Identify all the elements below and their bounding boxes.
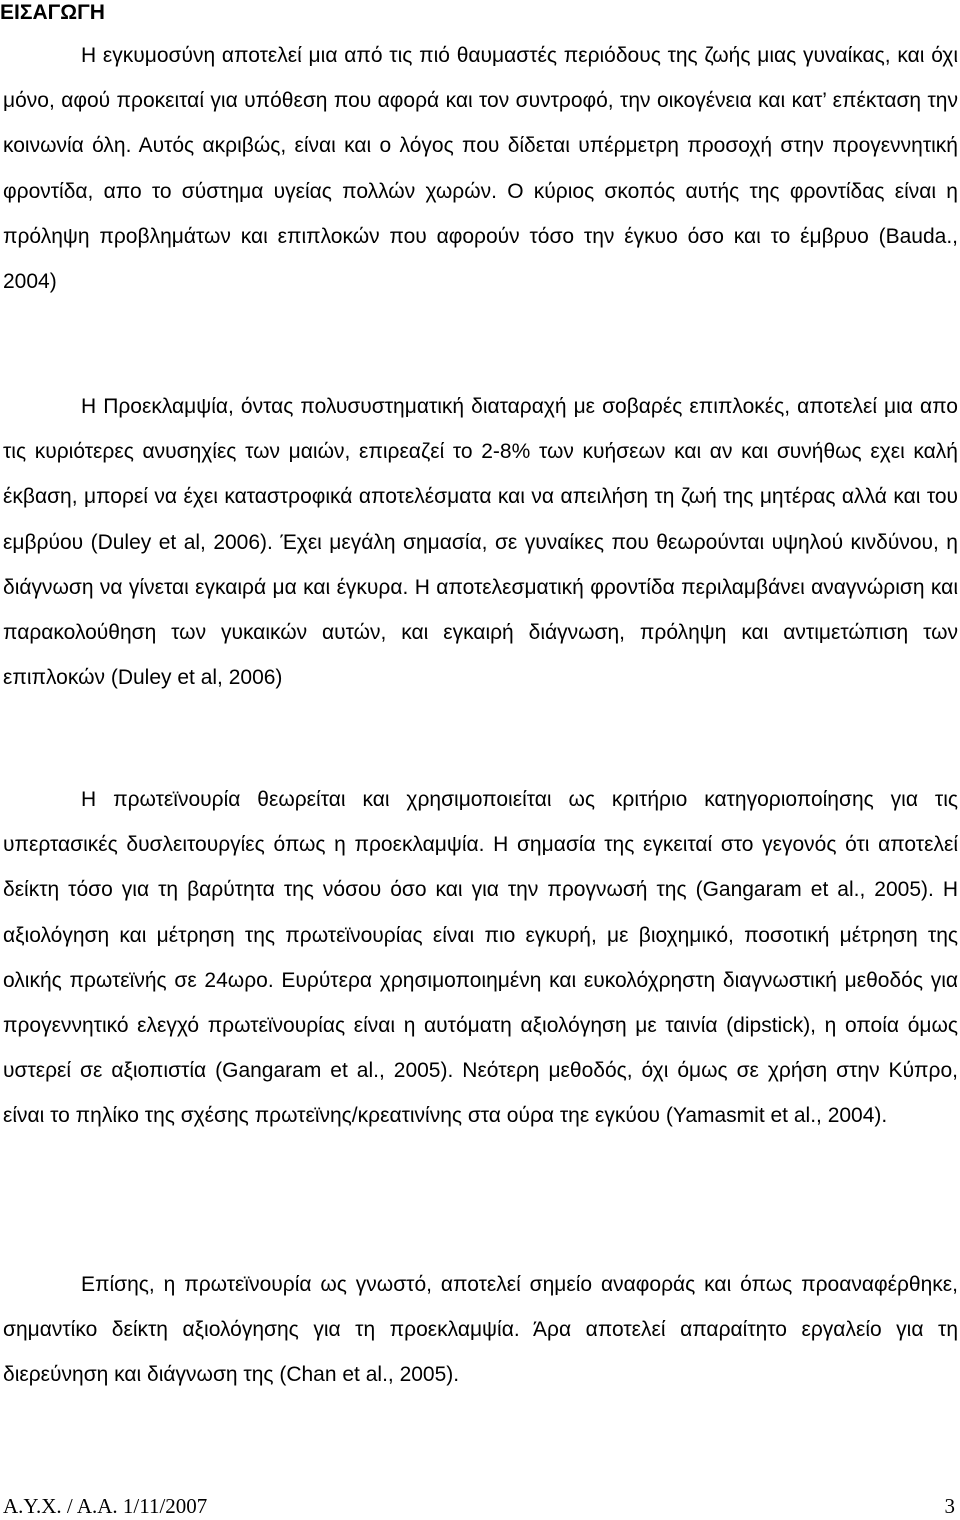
paragraph-pregnancy-intro: Η εγκυμοσύνη αποτελεί μια από τις πιό θαυμαστές περιόδους της ζωής μιας γυναίκας, και όχι μόνο, αφού προκειταί για υπόθεση που αφορά και τον συντροφό, την οικογένεια και κατ’ επέκταση την κοινωνία όλη. Αυτός ακριβώς, είναι και ο λόγος που δίδεται υπέρμετρη προσοχή στην προγεννητική φροντίδα, απο το σύστημα υγείας πολλών χωρών. Ο κύριος σκοπός αυτής της φροντίδας είναι η πρόληψη προβλημάτων και επιπλοκών που αφορούν τόσο την έγκυο όσο και το έμβρυο (Bauda., 2004)	[3, 44, 958, 294]
paragraph-proteinuria: Η πρωτεϊνουρία θεωρείται και χρησιμοποιείται ως κριτήριο κατηγοριοποίησης για τις υπερτασικές δυσλειτουργίες όπως η προεκλαμψία. Η σημασία της εγκειταί στο γεγονός ότι αποτελεί δείκτη τόσο για τη βαρύτητα της νόσου όσο και για την προγνωσή της (Gangaram et al., 2005). Η αξιολόγηση και μέτρηση της πρωτεϊνουρίας είναι πιο εγκυρή, με βιοχημικό, ποσοτική μέτρηση της ολικής πρωτεϊνής σε 24ωρο. Ευρύτερα χρησιμοποιημένη και ευκολόχρηστη διαγνωστική μεθοδός για προγεννητικό ελεγχό πρωτεϊνουρίας είναι η αυτόματη αξιολόγηση με ταινία (dipstick), η οποία όμως υστερεί σε αξιοπιστία (Gangaram et al., 2005). Νεότερη μεθοδός, όχι όμως σε χρήση στην Κύπρο, είναι το πηλίκο της σχέσης πρωτεϊνης/κρεατινίνης στα ούρα τηε εγκύου (Yamasmit et al., 2004).	[3, 788, 958, 1128]
footer-author-date: Α.Υ.Χ. / Α.Α. 1/11/2007	[3, 1494, 208, 1518]
paragraph-preeclampsia: Η Προεκλαμψία, όντας πολυσυστηματική διαταραχή με σοβαρές επιπλοκές, αποτελεί μια απο τις κυριότερες ανυσηχίες των μαιών, επιρεαζεί το 2-8% των κυήσεων και αν και συνήθως εχει καλή έκβαση, μπορεί να έχει καταστροφικά αποτελέσματα και να απειλήση τη ζωή της μητέρας αλλά και του εμβρύου (Duley et al, 2006). Έχει μεγάλη σημασία, σε γυναίκες που θεωρούνται υψηλού κινδύνου, η διάγνωση να γίνεται εγκαιρά μα και έγκυρα. Η αποτελεσματική φροντίδα περιλαμβάνει αναγνώριση και παρακολούθηση των γυκαικών αυτών, και εγκαιρή διάγνωση, πρόληψη και αντιμετώπιση των επιπλοκών (Duley et al, 2006)	[3, 395, 958, 690]
paragraph-proteinuria-reference: Επίσης, η πρωτεϊνουρία ως γνωστό, αποτελεί σημείο αναφοράς και όπως προαναφέρθηκε, σημαντίκο δείκτη αξιολόγησης για τη προεκλαμψία. Άρα αποτελεί απαραίτητο εργαλείο για τη διερεύνηση και διάγνωση της (Chan et al., 2005).	[3, 1273, 958, 1387]
page-heading: ΕΙΣΑΓΩΓΗ	[0, 1, 105, 24]
page-number: 3	[944, 1494, 955, 1518]
